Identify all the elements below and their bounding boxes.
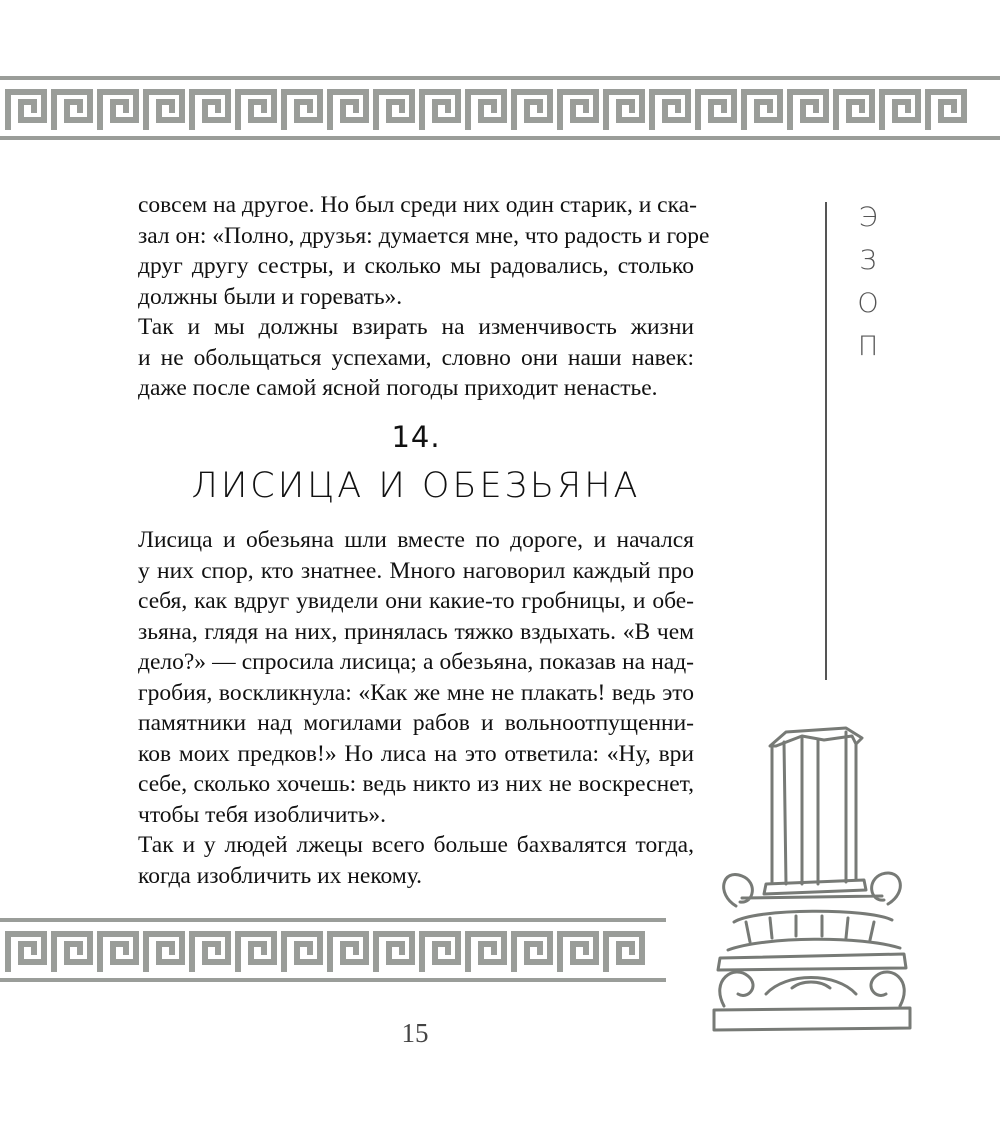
text-line: дело?» — спросила лисица; а обезьяна, показав на над- [138, 649, 694, 675]
top-meander-pattern [8, 92, 964, 127]
moral-paragraph-1 [138, 312, 694, 404]
chapter-number: 14. [391, 420, 441, 454]
text-line: зьяна, глядя на них, принялась тяжко вздыхать. «В чем [138, 618, 694, 645]
text-line: Так и мы должны взирать на изменчивость жизни [138, 314, 694, 340]
text-line: когда изобличить их некому. [138, 862, 422, 889]
text-line: себе, сколько хочешь: ведь никто из них не воскреснет, [138, 771, 694, 797]
text-line: совсем на другое. Но был среди них один старик, и ска- [138, 192, 697, 218]
text-line: даже после самой ясной погоды приходит ненастье. [138, 375, 658, 401]
side-title-letter: З [859, 245, 877, 276]
side-title-letter: О [857, 288, 879, 319]
text-line: ков моих предков!» Но лиса на это ответила: «Ну, ври [138, 740, 694, 767]
bottom-meander-pattern [8, 934, 642, 969]
text-line: зал он: «Полно, друзья: думается мне, что радость и горе [138, 222, 710, 249]
page-number: 15 [401, 1018, 429, 1048]
moral-paragraph-2 [138, 830, 694, 891]
text-line: должны были и горевать». [138, 283, 403, 310]
ionic-column-illustration [706, 718, 918, 1036]
paragraph-continued [138, 190, 710, 312]
text-line: и не обольщаться успехами, словно они наши навек: [138, 344, 694, 371]
text-line: Лисица и обезьяна шли вместе по дороге, и начался [138, 527, 694, 553]
text-line: Так и у людей лжецы всего больше бахвалятся тогда, [138, 832, 694, 858]
column-plinth [714, 954, 910, 1030]
fable-paragraph [138, 525, 694, 830]
text-line: гробия, воскликнула: «Как же мне не плакать! ведь это [138, 679, 694, 706]
bottom-meander-border [0, 914, 700, 986]
side-running-title [848, 196, 888, 368]
text-line: памятники над могилами рабов и вольноотпущенни- [138, 710, 694, 736]
top-meander-border [0, 72, 1000, 144]
capital-volutes [724, 873, 901, 906]
side-divider-line [825, 202, 827, 680]
text-line: себя, как вдруг увидели они какие-то гробницы, и обе- [138, 588, 694, 614]
text-line: у них спор, кто знатнее. Много наговорил каждый про [138, 557, 694, 584]
column-band [764, 880, 866, 894]
chapter-title: ЛИСИЦА И ОБЕЗЬЯНА [191, 466, 641, 506]
side-title-letter: П [857, 331, 879, 362]
column-base-scrolls [720, 972, 904, 1006]
text-line: чтобы тебя изобличить». [138, 801, 387, 828]
text-line: друг другу сестры, и сколько мы радовались, столько [138, 253, 694, 279]
side-title-letter: Э [858, 202, 878, 233]
capital-echinus [728, 911, 900, 950]
column-shaft [772, 732, 856, 884]
